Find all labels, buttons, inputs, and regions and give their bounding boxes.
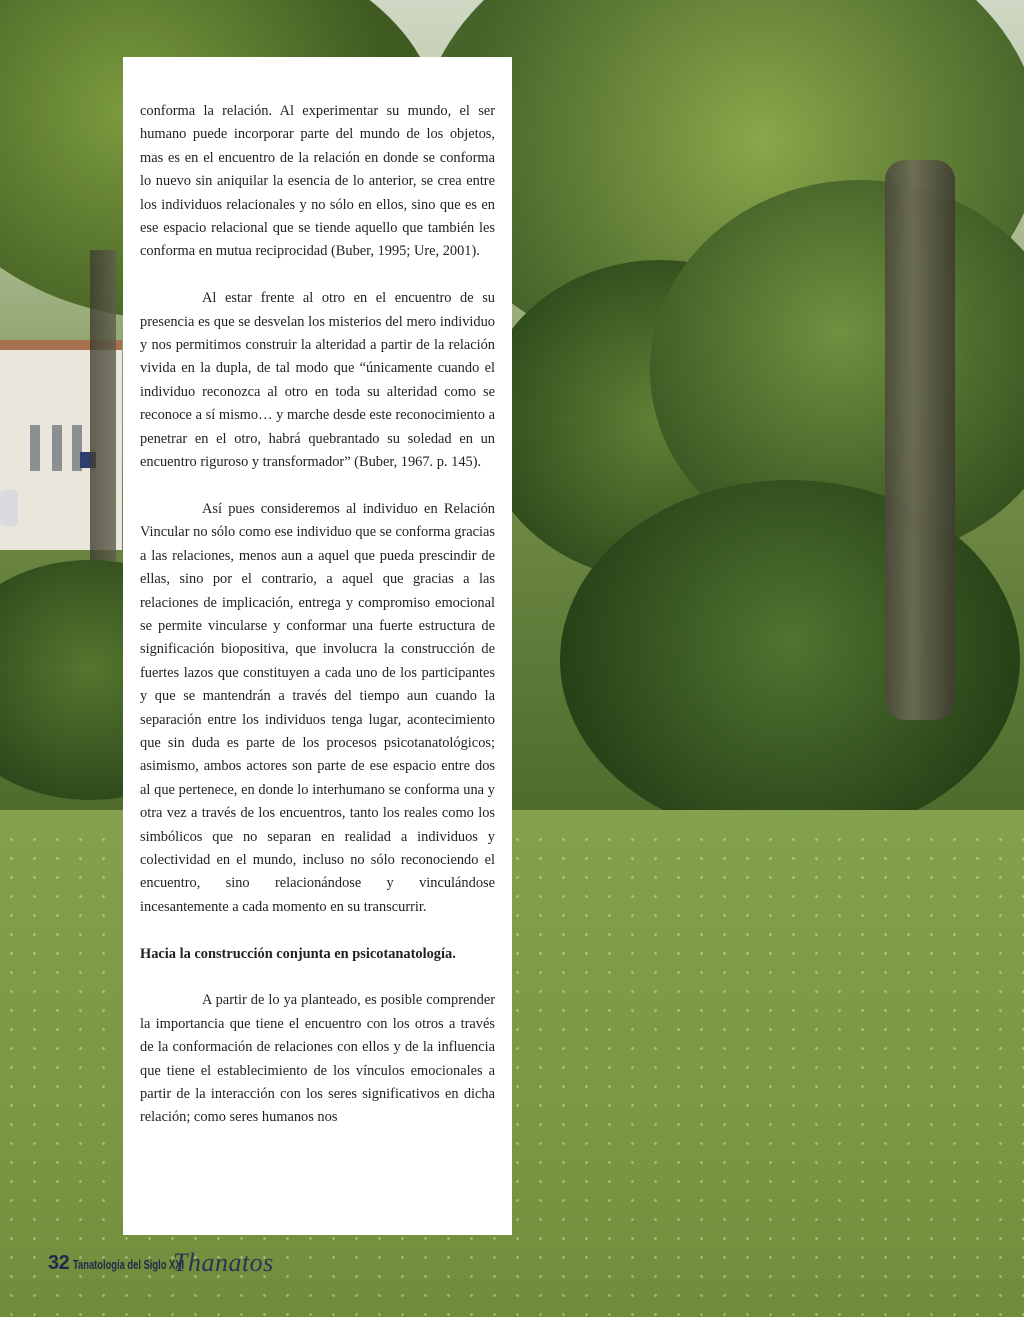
article-text-panel <box>123 57 512 1235</box>
article-paragraph: A partir de lo ya planteado, es posible comprender la importancia que tiene el encuentro con los otros a través de la conformación de relaciones con ellos y de la influencia que tiene el establecimiento de los vínculos emocionales a partir de la interacción con los seres significativos en dicha relación; como seres humanos nos <box>140 992 495 1126</box>
thanatos-logo: Thanatos <box>173 1248 274 1277</box>
article-paragraph: conforma la relación. Al experimentar su mundo, el ser humano puede incorporar parte del mundo de los objetos, mas es en el encuentro de la relación en donde se conforma lo nuevo sin aniquilar la esencia de lo anterior, se crea entre los individuos relacionales y no sólo en ellos, sino que es en ese espacio relacional que se tiende aquello que también les conforma en mutua reciprocidad (Buber, 1995; Ure, 2001). <box>140 103 495 260</box>
magazine-name: Tanatología del Siglo XXI <box>73 1257 185 1272</box>
house-window <box>30 425 40 471</box>
page-number: 32 <box>48 1252 70 1274</box>
house-window <box>52 425 62 471</box>
section-heading: Hacia la construcción conjunta en psicotanatología. <box>140 945 456 962</box>
tree-trunk <box>885 160 955 720</box>
page-footer <box>48 1248 274 1284</box>
article-paragraph: Al estar frente al otro en el encuentro de su presencia es que se desvelan los misterios del mero individuo y nos permitimos construir la alteridad a partir de la relación vivida en la dupla, de tal modo que “únicamente cuando el individuo reconozca al otro en toda su alteridad como se reconoce a sí mismo… y marche desde este reconocimiento a penetrar en el otro, habrá quebrantado su soledad en un encuentro riguroso y transformador” (Buber, 1967. p. 145). <box>140 290 495 471</box>
article-paragraph: Así pues consideremos al individuo en Relación Vincular no sólo como ese individuo que se conforma gracias a las relaciones, menos aun a aquel que pueda prescindir de ellas, sino por el contrario, a aquel que gracias a las relaciones de implicación, entrega y compromiso emocional se permite vincularse y conformar una fuerte estructura de significación biopositiva, que involucra la construcción de fuertes lazos que constituyen a cada uno de los participantes y que se mantendrán a través del tiempo aun cuando la separación entre los individuos tenga lugar, acontecimiento que sin duda es parte de los procesos psicotanatológicos; asimismo, ambos actores son parte de ese espacio entre dos al que pertenece, en donde lo interhumano se conforma una y otra vez a través de los encuentros, tanto los reales como los simbólicos que no separan en realidad a individuos y colectividad en el mundo, incluso no sólo reconociendo el encuentro, sino relacionándose y vinculándose incesantemente a cada momento en su transcurrir. <box>140 500 495 915</box>
parked-car <box>0 490 18 526</box>
